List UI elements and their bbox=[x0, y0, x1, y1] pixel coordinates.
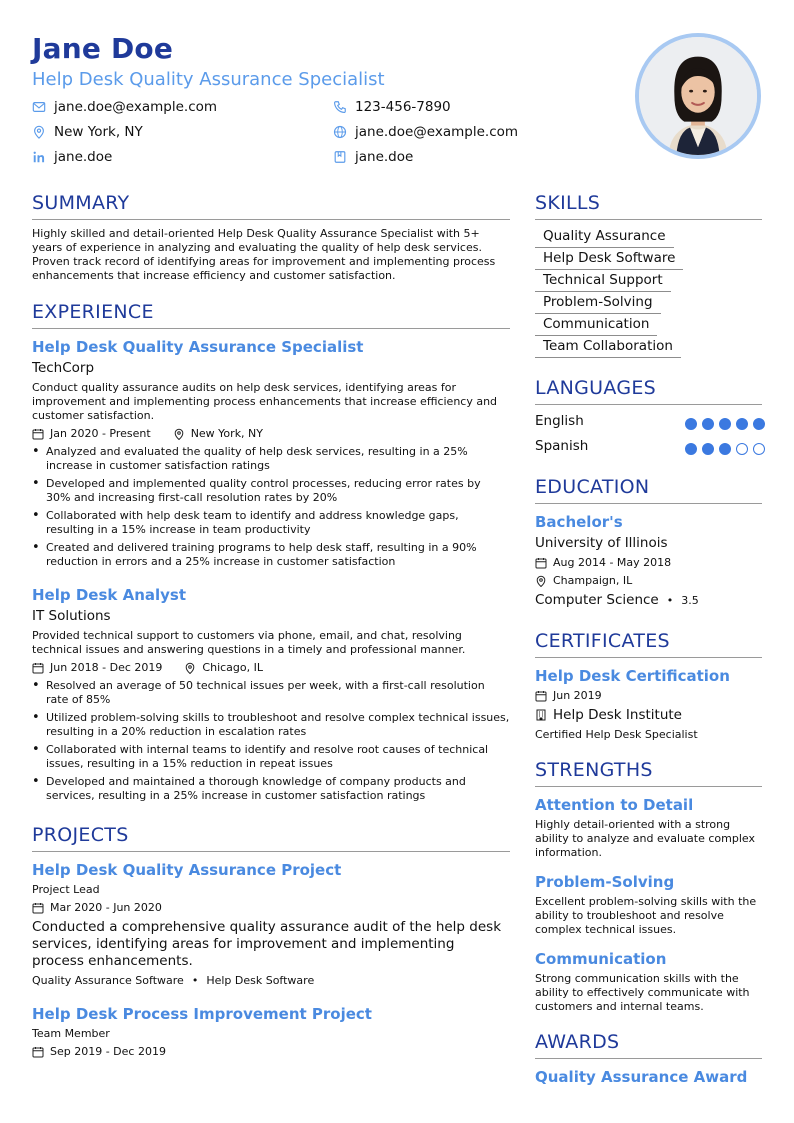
job-description: Conduct quality assurance audits on help desk services, identifying areas for improvement and implementing process enhancements that increase efficiency and customer satisfaction. bbox=[32, 381, 498, 422]
job-bullets bbox=[32, 445, 502, 573]
linkedin-text: jane.doe bbox=[54, 149, 113, 165]
job-bullets bbox=[32, 679, 510, 807]
contact-phone[interactable] bbox=[333, 99, 451, 115]
skill-tag: Help Desk Software bbox=[535, 248, 683, 270]
contact-location bbox=[32, 124, 143, 140]
skill-tag: Technical Support bbox=[535, 270, 671, 292]
calendar-icon bbox=[32, 1046, 44, 1058]
map-pin-icon bbox=[173, 428, 185, 440]
globe-icon bbox=[333, 125, 347, 139]
bookmark-icon bbox=[333, 150, 347, 164]
contact-website[interactable] bbox=[333, 124, 518, 140]
certificate-date-row bbox=[535, 689, 602, 702]
candidate-name: Jane Doe bbox=[32, 32, 174, 65]
summary-text: Highly skilled and detail-oriented Help Desk Quality Assurance Specialist with 5+ years of experience in analyzing and evaluating the quality of help desk services. Proven track record of identifying areas for improvement and implementing process enhancements that increase efficiency and customer satisfaction. bbox=[32, 227, 496, 282]
calendar-icon bbox=[32, 662, 44, 674]
list-item: • Analyzed and evaluated the quality of help desk services, resulting in a 25% increase in customer satisfaction ratings bbox=[32, 445, 502, 473]
job-location: New York, NY bbox=[190, 427, 263, 440]
profile-photo bbox=[635, 33, 761, 159]
education-dates: Aug 2014 - May 2018 bbox=[553, 556, 672, 569]
calendar-icon bbox=[535, 690, 547, 702]
skills-heading: SKILLS bbox=[535, 192, 601, 214]
section-divider bbox=[535, 657, 762, 658]
certificate-date: Jun 2019 bbox=[553, 689, 602, 702]
map-pin-icon bbox=[535, 575, 547, 587]
strength-name: Attention to Detail bbox=[535, 796, 694, 814]
strengths-heading: STRENGTHS bbox=[535, 759, 653, 781]
job-location: Chicago, IL bbox=[202, 661, 263, 674]
job-dates: Jun 2018 - Dec 2019 bbox=[50, 661, 163, 674]
website-text: jane.doe@example.com bbox=[355, 124, 519, 140]
contact-portfolio[interactable] bbox=[333, 149, 413, 165]
language-rating bbox=[685, 418, 765, 430]
project-role: Project Lead bbox=[32, 883, 100, 896]
list-item: • Developed and implemented quality control processes, reducing error rates by 30% and increasing first-call resolution rates by 20% bbox=[32, 477, 502, 505]
calendar-icon bbox=[32, 428, 44, 440]
building-icon bbox=[535, 709, 547, 721]
experience-heading: EXPERIENCE bbox=[32, 301, 154, 323]
section-divider bbox=[32, 219, 510, 220]
list-item: • Created and delivered training programs to help desk staff, resulting in a 90% reduction in errors and a 25% increase in customer satisfaction bbox=[32, 541, 502, 569]
section-divider bbox=[535, 1058, 762, 1059]
list-item: • Utilized problem-solving skills to troubleshoot and resolve complex technical issues, resulting in a 20% reduction in escalation rates bbox=[32, 711, 510, 739]
email-text: jane.doe@example.com bbox=[54, 99, 218, 115]
education-degree: Bachelor's bbox=[535, 513, 623, 531]
skill-tag: Team Collaboration bbox=[535, 336, 681, 358]
job-title: Help Desk Analyst bbox=[32, 586, 187, 604]
education-field-row bbox=[535, 592, 699, 608]
section-divider bbox=[535, 404, 762, 405]
job-title: Help Desk Quality Assurance Specialist bbox=[32, 338, 364, 356]
project-tools bbox=[32, 974, 314, 988]
job-company: IT Solutions bbox=[32, 608, 111, 624]
project-dates: Sep 2019 - Dec 2019 bbox=[50, 1045, 166, 1058]
skill-tag: Quality Assurance bbox=[535, 226, 674, 248]
project-role: Team Member bbox=[32, 1027, 110, 1040]
map-pin-icon bbox=[184, 662, 196, 674]
phone-icon bbox=[333, 100, 347, 114]
linkedin-icon bbox=[32, 150, 46, 164]
rating-dot-filled bbox=[753, 418, 765, 430]
award-name: Quality Assurance Award bbox=[535, 1068, 748, 1086]
project-meta bbox=[32, 901, 162, 914]
language-name: English bbox=[535, 413, 584, 429]
project-meta bbox=[32, 1045, 166, 1058]
rating-dot-filled bbox=[719, 418, 731, 430]
language-name: Spanish bbox=[535, 438, 589, 454]
skill-tag: Communication bbox=[535, 314, 657, 336]
rating-dot-filled bbox=[736, 418, 748, 430]
phone-text: 123-456-7890 bbox=[355, 99, 451, 115]
candidate-title: Help Desk Quality Assurance Specialist bbox=[32, 69, 385, 90]
certificate-issuer-row bbox=[535, 707, 682, 723]
list-item: • Collaborated with help desk team to identify and address knowledge gaps, resulting in a 15% increase in team productivity bbox=[32, 509, 502, 537]
summary-heading: SUMMARY bbox=[32, 192, 130, 214]
education-location-row bbox=[535, 574, 632, 587]
project-tool: Quality Assurance Software bbox=[32, 974, 184, 987]
portfolio-text: jane.doe bbox=[355, 149, 414, 165]
rating-dot-filled bbox=[702, 418, 714, 430]
language-rating bbox=[685, 443, 765, 455]
certificate-description: Certified Help Desk Specialist bbox=[535, 728, 698, 741]
strength-text: Excellent problem-solving skills with the ability to troubleshoot and resolve complex technical issues. bbox=[535, 895, 757, 936]
education-school: University of Illinois bbox=[535, 535, 668, 551]
section-divider bbox=[32, 851, 510, 852]
map-pin-icon bbox=[32, 125, 46, 139]
rating-dot-filled bbox=[702, 443, 714, 455]
list-item: • Collaborated with internal teams to identify and resolve root causes of technical issues, resulting in a 15% reduction in repeat issues bbox=[32, 743, 510, 771]
list-item: • Resolved an average of 50 technical issues per week, with a first-call resolution rate of 85% bbox=[32, 679, 510, 707]
section-divider bbox=[32, 328, 510, 329]
education-location: Champaign, IL bbox=[553, 574, 633, 587]
rating-dot-empty bbox=[753, 443, 765, 455]
project-tool: Help Desk Software bbox=[206, 974, 315, 987]
rating-dot-filled bbox=[685, 443, 697, 455]
education-heading: EDUCATION bbox=[535, 476, 650, 498]
location-text: New York, NY bbox=[54, 124, 143, 140]
calendar-icon bbox=[535, 557, 547, 569]
project-title: Help Desk Process Improvement Project bbox=[32, 1005, 372, 1023]
calendar-icon bbox=[32, 902, 44, 914]
tool-separator: • bbox=[191, 974, 199, 987]
rating-dot-filled bbox=[685, 418, 697, 430]
projects-heading: PROJECTS bbox=[32, 824, 129, 846]
contact-linkedin[interactable] bbox=[32, 149, 112, 165]
section-divider bbox=[535, 503, 762, 504]
job-description: Provided technical support to customers via phone, email, and chat, resolving technical issues and answering questions in a timely and professional manner. bbox=[32, 629, 466, 656]
languages-heading: LANGUAGES bbox=[535, 377, 657, 399]
project-dates: Mar 2020 - Jun 2020 bbox=[50, 901, 162, 914]
certificates-heading: CERTIFICATES bbox=[535, 630, 670, 652]
project-title: Help Desk Quality Assurance Project bbox=[32, 861, 342, 879]
awards-heading: AWARDS bbox=[535, 1031, 620, 1053]
section-divider bbox=[535, 219, 762, 220]
strength-text: Strong communication skills with the ability to effectively communicate with customers and internal teams. bbox=[535, 972, 750, 1013]
job-meta bbox=[32, 427, 263, 440]
envelope-icon bbox=[32, 100, 46, 114]
education-gpa: 3.5 bbox=[681, 594, 699, 607]
section-divider bbox=[535, 786, 762, 787]
project-description: Conducted a comprehensive quality assurance audit of the help desk services, identifying areas for improvement and implementing process enhancements. bbox=[32, 919, 502, 969]
rating-dot-filled bbox=[719, 443, 731, 455]
skill-tag: Problem-Solving bbox=[535, 292, 661, 314]
list-item: • Developed and maintained a thorough knowledge of company products and services, resulting in a 25% increase in customer satisfaction ratings bbox=[32, 775, 510, 803]
strength-name: Communication bbox=[535, 950, 667, 968]
contact-email[interactable] bbox=[32, 99, 217, 115]
education-field: Computer Science bbox=[535, 592, 659, 608]
field-separator: • bbox=[666, 594, 674, 607]
job-dates: Jan 2020 - Present bbox=[50, 427, 151, 440]
education-dates-row bbox=[535, 556, 671, 569]
certificate-name: Help Desk Certification bbox=[535, 667, 730, 685]
job-company: TechCorp bbox=[32, 360, 95, 376]
rating-dot-empty bbox=[736, 443, 748, 455]
strength-text: Highly detail-oriented with a strong ability to analyze and evaluate complex information. bbox=[535, 818, 755, 859]
strength-name: Problem-Solving bbox=[535, 873, 675, 891]
certificate-issuer: Help Desk Institute bbox=[553, 707, 682, 723]
job-meta bbox=[32, 661, 263, 674]
